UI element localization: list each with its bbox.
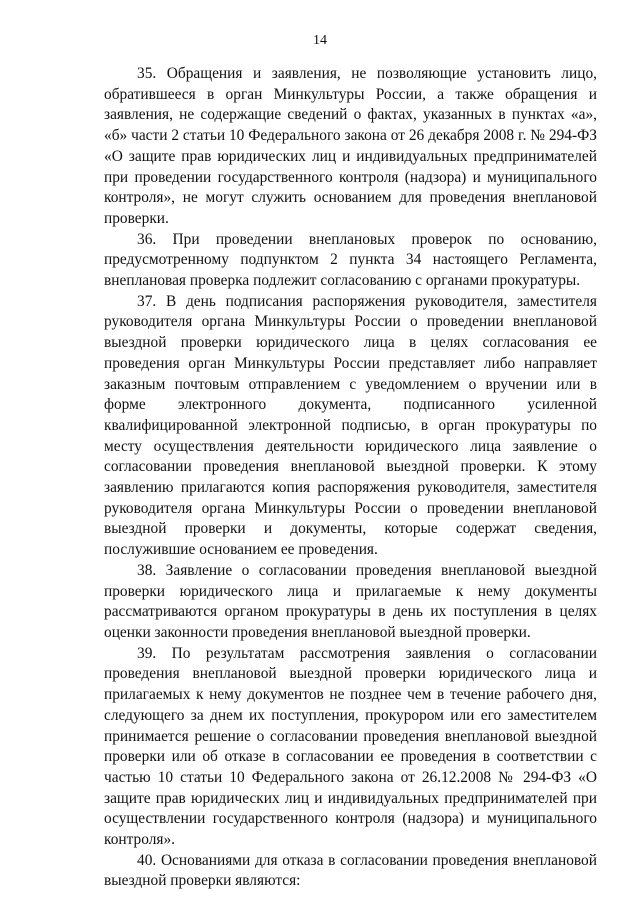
- page-number: 14: [313, 33, 327, 48]
- paragraph-37: 37. В день подписания распоряжения руководителя, заместителя руководителя органа Минкультуры России о проведении внеплановой выездной проверки юридического лица в целях согласования ее проведения орган Минкультуры России представляет либо направляет заказным почтовым отправлением с уведомлением о вручении или в форме электронного документа, подписанного усиленной квалифицированной электронной подписью, в орган прокуратуры по месту осуществления деятельности юридического лица заявление о согласовании проведения внеплановой выездной проверки. К этому заявлению прилагаются копия распоряжения руководителя, заместителя руководителя органа Минкультуры России о проведении внеплановой выездной проверки и документы, которые содержат сведения, послужившие основанием ее проведения.: [104, 292, 597, 559]
- document-body: [104, 64, 597, 892]
- paragraph-35: 35. Обращения и заявления, не позволяющие установить лицо, обратившееся в орган Минкультуры России, а также обращения и заявления, не содержащие сведений о фактах, указанных в пунктах «а», «б» части 2 статьи 10 Федерального закона от 26 декабря 2008 г. № 294-ФЗ «О защите прав юридических лиц и индивидуальных предпринимателей при проведении государственного контроля (надзора) и муниципального контроля», не могут служить основанием для проведения внеплановой проверки.: [104, 65, 597, 227]
- paragraph-38: 38. Заявление о согласовании проведения внеплановой выездной проверки юридического лица и прилагаемые к нему документы рассматриваются органом прокуратуры в день их поступления в целях оценки законности проведения внеплановой выездной проверки.: [104, 561, 597, 641]
- paragraph-40: 40. Основаниями для отказа в согласовании проведения внеплановой выездной проверки являются:: [104, 851, 597, 890]
- paragraph-39: 39. По результатам рассмотрения заявления о согласовании проведения внеплановой выездной проверки юридического лица и прилагаемых к нему документов не позднее чем в течение рабочего дня, следующего за днем их поступления, прокурором или его заместителем принимается решение о согласовании проведения внеплановой выездной проверки или об отказе в согласовании ее проведения в соответствии с частью 10 статьи 10 Федерального закона от 26.12.2008 № 294-ФЗ «О защите прав юридических лиц и индивидуальных предпринимателей при осуществлении государственного контроля (надзора) и муниципального контроля».: [104, 644, 597, 849]
- paragraph-36: 36. При проведении внеплановых проверок по основанию, предусмотренному подпунктом 2 пункта 34 настоящего Регламента, внеплановая проверка подлежит согласованию с органами прокуратуры.: [104, 230, 597, 290]
